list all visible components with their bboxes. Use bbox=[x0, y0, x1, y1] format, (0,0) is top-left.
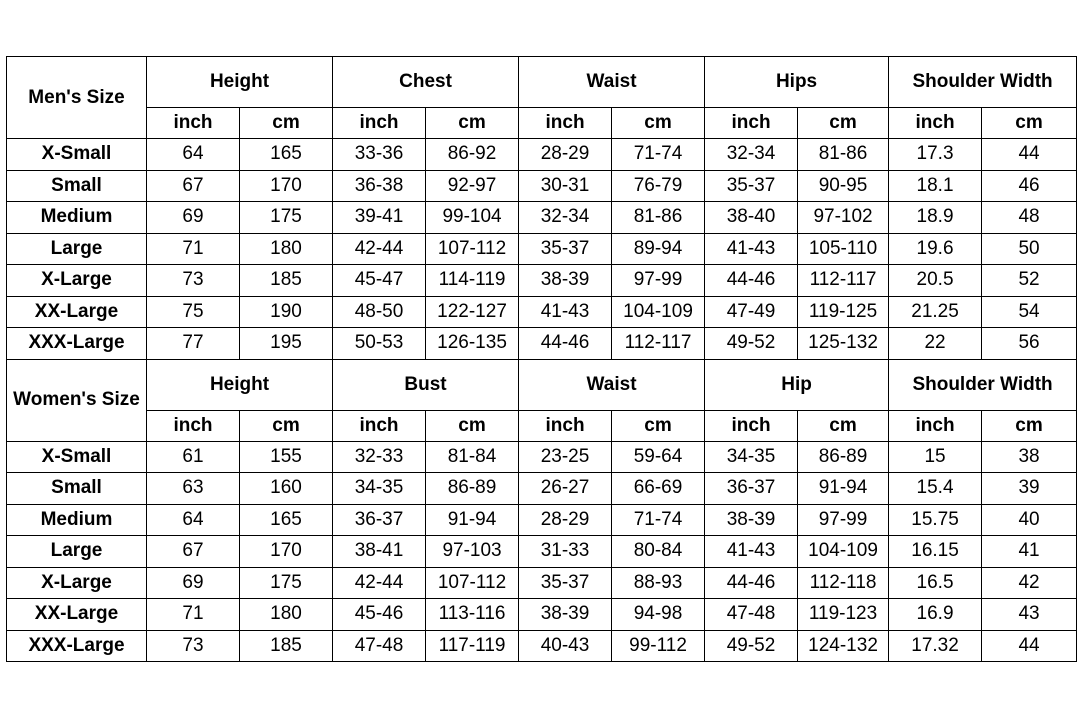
measurement-cell: 36-37 bbox=[333, 504, 426, 536]
measurement-cell: 32-34 bbox=[705, 139, 798, 171]
measurement-cell: 38-41 bbox=[333, 536, 426, 568]
size-name-cell: Large bbox=[7, 233, 147, 265]
table-row bbox=[7, 567, 1077, 599]
measurement-cell: 38 bbox=[982, 441, 1077, 473]
measurement-cell: 170 bbox=[240, 536, 333, 568]
unit-header: cm bbox=[426, 410, 519, 441]
measurement-cell: 28-29 bbox=[519, 139, 612, 171]
measurement-cell: 86-92 bbox=[426, 139, 519, 171]
measurement-cell: 91-94 bbox=[798, 473, 889, 505]
measurement-cell: 107-112 bbox=[426, 233, 519, 265]
measurement-cell: 119-125 bbox=[798, 296, 889, 328]
table-row bbox=[7, 170, 1077, 202]
measurement-cell: 15.75 bbox=[889, 504, 982, 536]
section-size-label: Men's Size bbox=[7, 57, 147, 139]
unit-header: inch bbox=[147, 108, 240, 139]
measurement-cell: 71-74 bbox=[612, 504, 705, 536]
measurement-cell: 39-41 bbox=[333, 202, 426, 234]
measurement-cell: 38-40 bbox=[705, 202, 798, 234]
measurement-cell: 49-52 bbox=[705, 328, 798, 360]
measurement-group-header: Chest bbox=[333, 57, 519, 108]
size-name-cell: X-Large bbox=[7, 265, 147, 297]
measurement-cell: 38-39 bbox=[519, 265, 612, 297]
size-name-cell: XX-Large bbox=[7, 599, 147, 631]
unit-header-row bbox=[7, 410, 1077, 441]
unit-header: cm bbox=[982, 108, 1077, 139]
measurement-cell: 35-37 bbox=[519, 233, 612, 265]
measurement-cell: 75 bbox=[147, 296, 240, 328]
measurement-cell: 89-94 bbox=[612, 233, 705, 265]
measurement-cell: 41-43 bbox=[519, 296, 612, 328]
measurement-cell: 81-86 bbox=[798, 139, 889, 171]
measurement-cell: 48 bbox=[982, 202, 1077, 234]
measurement-cell: 34-35 bbox=[705, 441, 798, 473]
measurement-group-header: Waist bbox=[519, 57, 705, 108]
measurement-cell: 20.5 bbox=[889, 265, 982, 297]
unit-header: cm bbox=[612, 108, 705, 139]
measurement-cell: 61 bbox=[147, 441, 240, 473]
measurement-cell: 64 bbox=[147, 504, 240, 536]
size-name-cell: Medium bbox=[7, 202, 147, 234]
measurement-cell: 17.3 bbox=[889, 139, 982, 171]
measurement-cell: 36-37 bbox=[705, 473, 798, 505]
unit-header: inch bbox=[519, 108, 612, 139]
measurement-cell: 107-112 bbox=[426, 567, 519, 599]
measurement-cell: 40 bbox=[982, 504, 1077, 536]
measurement-cell: 18.1 bbox=[889, 170, 982, 202]
table-row bbox=[7, 265, 1077, 297]
table-row bbox=[7, 296, 1077, 328]
unit-header: inch bbox=[889, 410, 982, 441]
measurement-cell: 97-99 bbox=[798, 504, 889, 536]
measurement-cell: 122-127 bbox=[426, 296, 519, 328]
measurement-cell: 73 bbox=[147, 265, 240, 297]
measurement-cell: 90-95 bbox=[798, 170, 889, 202]
measurement-group-header: Height bbox=[147, 57, 333, 108]
unit-header: inch bbox=[147, 410, 240, 441]
section-header-row bbox=[7, 57, 1077, 108]
size-name-cell: X-Large bbox=[7, 567, 147, 599]
measurement-cell: 94-98 bbox=[612, 599, 705, 631]
table-row bbox=[7, 536, 1077, 568]
measurement-group-header: Waist bbox=[519, 359, 705, 410]
measurement-cell: 67 bbox=[147, 170, 240, 202]
measurement-cell: 44-46 bbox=[705, 567, 798, 599]
measurement-cell: 104-109 bbox=[612, 296, 705, 328]
measurement-cell: 52 bbox=[982, 265, 1077, 297]
measurement-cell: 73 bbox=[147, 630, 240, 662]
measurement-group-header: Bust bbox=[333, 359, 519, 410]
measurement-cell: 41-43 bbox=[705, 233, 798, 265]
measurement-cell: 42-44 bbox=[333, 233, 426, 265]
measurement-cell: 114-119 bbox=[426, 265, 519, 297]
unit-header: inch bbox=[519, 410, 612, 441]
measurement-cell: 50 bbox=[982, 233, 1077, 265]
measurement-cell: 105-110 bbox=[798, 233, 889, 265]
table-row bbox=[7, 139, 1077, 171]
table-row bbox=[7, 441, 1077, 473]
measurement-cell: 77 bbox=[147, 328, 240, 360]
measurement-cell: 97-103 bbox=[426, 536, 519, 568]
measurement-cell: 66-69 bbox=[612, 473, 705, 505]
measurement-cell: 44-46 bbox=[519, 328, 612, 360]
measurement-cell: 190 bbox=[240, 296, 333, 328]
measurement-cell: 23-25 bbox=[519, 441, 612, 473]
unit-header: inch bbox=[889, 108, 982, 139]
measurement-cell: 80-84 bbox=[612, 536, 705, 568]
size-chart-table bbox=[6, 56, 1077, 662]
measurement-cell: 34-35 bbox=[333, 473, 426, 505]
measurement-cell: 44 bbox=[982, 139, 1077, 171]
size-name-cell: Medium bbox=[7, 504, 147, 536]
size-name-cell: Large bbox=[7, 536, 147, 568]
measurement-cell: 43 bbox=[982, 599, 1077, 631]
measurement-group-header: Hips bbox=[705, 57, 889, 108]
measurement-cell: 49-52 bbox=[705, 630, 798, 662]
measurement-cell: 56 bbox=[982, 328, 1077, 360]
measurement-cell: 69 bbox=[147, 202, 240, 234]
unit-header: cm bbox=[982, 410, 1077, 441]
measurement-cell: 81-86 bbox=[612, 202, 705, 234]
measurement-cell: 126-135 bbox=[426, 328, 519, 360]
table-row bbox=[7, 233, 1077, 265]
table-row bbox=[7, 630, 1077, 662]
measurement-cell: 35-37 bbox=[705, 170, 798, 202]
table-row bbox=[7, 599, 1077, 631]
measurement-cell: 48-50 bbox=[333, 296, 426, 328]
size-chart bbox=[6, 56, 1077, 662]
size-name-cell: Small bbox=[7, 473, 147, 505]
measurement-cell: 39 bbox=[982, 473, 1077, 505]
measurement-cell: 41 bbox=[982, 536, 1077, 568]
unit-header: cm bbox=[798, 410, 889, 441]
measurement-cell: 36-38 bbox=[333, 170, 426, 202]
unit-header-row bbox=[7, 108, 1077, 139]
table-row bbox=[7, 473, 1077, 505]
size-name-cell: X-Small bbox=[7, 139, 147, 171]
measurement-cell: 18.9 bbox=[889, 202, 982, 234]
measurement-cell: 185 bbox=[240, 265, 333, 297]
measurement-cell: 28-29 bbox=[519, 504, 612, 536]
measurement-cell: 35-37 bbox=[519, 567, 612, 599]
measurement-cell: 91-94 bbox=[426, 504, 519, 536]
measurement-cell: 16.9 bbox=[889, 599, 982, 631]
measurement-cell: 124-132 bbox=[798, 630, 889, 662]
unit-header: inch bbox=[333, 410, 426, 441]
measurement-cell: 112-117 bbox=[798, 265, 889, 297]
measurement-cell: 104-109 bbox=[798, 536, 889, 568]
measurement-cell: 170 bbox=[240, 170, 333, 202]
measurement-cell: 33-36 bbox=[333, 139, 426, 171]
measurement-cell: 50-53 bbox=[333, 328, 426, 360]
measurement-group-header: Hip bbox=[705, 359, 889, 410]
measurement-cell: 88-93 bbox=[612, 567, 705, 599]
measurement-cell: 71 bbox=[147, 233, 240, 265]
measurement-cell: 47-48 bbox=[705, 599, 798, 631]
measurement-cell: 112-118 bbox=[798, 567, 889, 599]
measurement-cell: 86-89 bbox=[798, 441, 889, 473]
measurement-cell: 46 bbox=[982, 170, 1077, 202]
measurement-cell: 99-104 bbox=[426, 202, 519, 234]
measurement-cell: 165 bbox=[240, 139, 333, 171]
measurement-cell: 44-46 bbox=[705, 265, 798, 297]
measurement-cell: 32-33 bbox=[333, 441, 426, 473]
table-row bbox=[7, 202, 1077, 234]
measurement-cell: 16.5 bbox=[889, 567, 982, 599]
measurement-cell: 97-99 bbox=[612, 265, 705, 297]
measurement-cell: 69 bbox=[147, 567, 240, 599]
measurement-cell: 117-119 bbox=[426, 630, 519, 662]
measurement-cell: 54 bbox=[982, 296, 1077, 328]
measurement-cell: 22 bbox=[889, 328, 982, 360]
section-size-label: Women's Size bbox=[7, 359, 147, 441]
measurement-cell: 99-112 bbox=[612, 630, 705, 662]
unit-header: cm bbox=[240, 410, 333, 441]
measurement-cell: 21.25 bbox=[889, 296, 982, 328]
measurement-cell: 92-97 bbox=[426, 170, 519, 202]
measurement-cell: 160 bbox=[240, 473, 333, 505]
measurement-group-header: Shoulder Width bbox=[889, 359, 1077, 410]
unit-header: cm bbox=[426, 108, 519, 139]
unit-header: inch bbox=[333, 108, 426, 139]
table-row bbox=[7, 328, 1077, 360]
measurement-cell: 32-34 bbox=[519, 202, 612, 234]
measurement-cell: 165 bbox=[240, 504, 333, 536]
unit-header: inch bbox=[705, 410, 798, 441]
measurement-cell: 175 bbox=[240, 567, 333, 599]
size-name-cell: X-Small bbox=[7, 441, 147, 473]
measurement-cell: 125-132 bbox=[798, 328, 889, 360]
unit-header: cm bbox=[798, 108, 889, 139]
measurement-cell: 42-44 bbox=[333, 567, 426, 599]
measurement-cell: 41-43 bbox=[705, 536, 798, 568]
measurement-cell: 17.32 bbox=[889, 630, 982, 662]
measurement-cell: 38-39 bbox=[705, 504, 798, 536]
measurement-cell: 97-102 bbox=[798, 202, 889, 234]
measurement-cell: 47-49 bbox=[705, 296, 798, 328]
measurement-cell: 44 bbox=[982, 630, 1077, 662]
measurement-cell: 30-31 bbox=[519, 170, 612, 202]
measurement-cell: 175 bbox=[240, 202, 333, 234]
measurement-cell: 113-116 bbox=[426, 599, 519, 631]
measurement-cell: 16.15 bbox=[889, 536, 982, 568]
measurement-group-header: Shoulder Width bbox=[889, 57, 1077, 108]
measurement-cell: 81-84 bbox=[426, 441, 519, 473]
measurement-cell: 42 bbox=[982, 567, 1077, 599]
measurement-cell: 40-43 bbox=[519, 630, 612, 662]
measurement-cell: 185 bbox=[240, 630, 333, 662]
size-name-cell: Small bbox=[7, 170, 147, 202]
measurement-cell: 155 bbox=[240, 441, 333, 473]
measurement-cell: 119-123 bbox=[798, 599, 889, 631]
size-name-cell: XX-Large bbox=[7, 296, 147, 328]
measurement-cell: 112-117 bbox=[612, 328, 705, 360]
measurement-cell: 71 bbox=[147, 599, 240, 631]
measurement-cell: 15 bbox=[889, 441, 982, 473]
unit-header: cm bbox=[612, 410, 705, 441]
measurement-cell: 19.6 bbox=[889, 233, 982, 265]
measurement-cell: 31-33 bbox=[519, 536, 612, 568]
measurement-cell: 67 bbox=[147, 536, 240, 568]
measurement-cell: 45-47 bbox=[333, 265, 426, 297]
measurement-cell: 195 bbox=[240, 328, 333, 360]
section-header-row bbox=[7, 359, 1077, 410]
measurement-group-header: Height bbox=[147, 359, 333, 410]
unit-header: inch bbox=[705, 108, 798, 139]
measurement-cell: 64 bbox=[147, 139, 240, 171]
measurement-cell: 45-46 bbox=[333, 599, 426, 631]
size-name-cell: XXX-Large bbox=[7, 630, 147, 662]
size-name-cell: XXX-Large bbox=[7, 328, 147, 360]
measurement-cell: 71-74 bbox=[612, 139, 705, 171]
measurement-cell: 26-27 bbox=[519, 473, 612, 505]
unit-header: cm bbox=[240, 108, 333, 139]
measurement-cell: 47-48 bbox=[333, 630, 426, 662]
measurement-cell: 59-64 bbox=[612, 441, 705, 473]
measurement-cell: 15.4 bbox=[889, 473, 982, 505]
measurement-cell: 38-39 bbox=[519, 599, 612, 631]
measurement-cell: 63 bbox=[147, 473, 240, 505]
measurement-cell: 86-89 bbox=[426, 473, 519, 505]
table-row bbox=[7, 504, 1077, 536]
measurement-cell: 76-79 bbox=[612, 170, 705, 202]
measurement-cell: 180 bbox=[240, 599, 333, 631]
measurement-cell: 180 bbox=[240, 233, 333, 265]
